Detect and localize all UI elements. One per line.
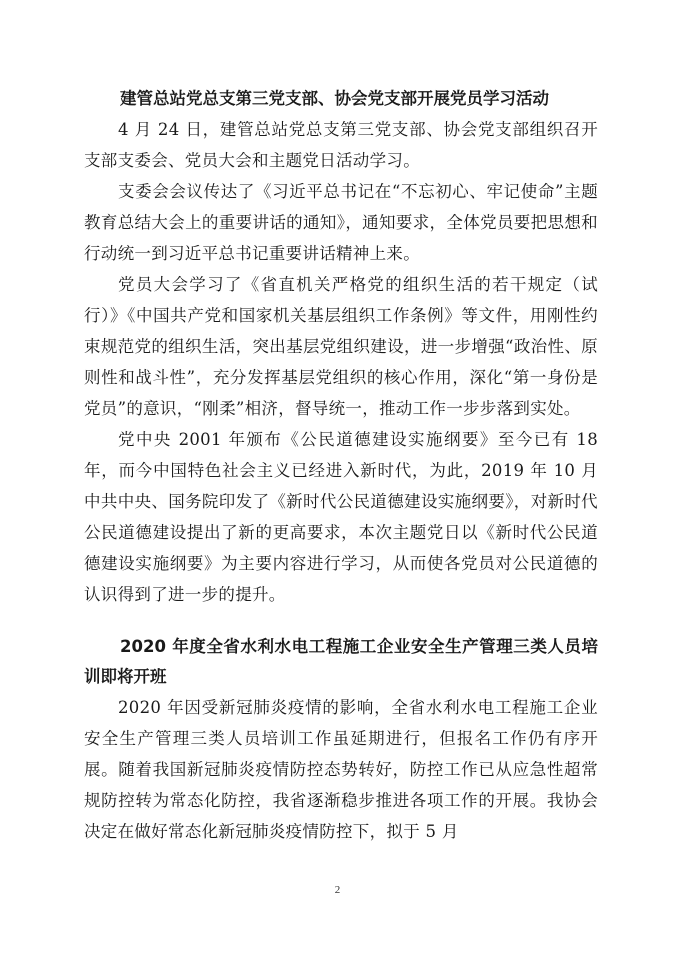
article-title: 2020 年度全省水利水电工程施工企业安全生产管理三类人员培训即将开班 xyxy=(84,637,598,686)
article-paragraph: 支委会会议传达了《习近平总书记在“不忘初心、牢记使命”主题教育总结大会上的重要讲话的通知》，通知要求，全体党员要把思想和行动统一到习近平总书记重要讲话精神上来。 xyxy=(84,182,598,263)
article-paragraph: 党员大会学习了《省直机关严格党的组织生活的若干规定（试行）》《中国共产党和国家机关基层组织工作条例》等文件，用刚性约束规范党的组织生活，突出基层党组织建设，进一步增强“政治性、原则性和战斗性”，充分发挥基层党组织的核心作用，深化“第一身份是党员”的意识，“刚柔”相济，督导统一，推动工作一步步落到实处。 xyxy=(84,275,598,418)
article-training-notice xyxy=(84,632,598,847)
article-paragraph: 2020 年因受新冠肺炎疫情的影响，全省水利水电工程施工企业安全生产管理三类人员培训工作虽延期进行，但报名工作仍有序开展。随着我国新冠肺炎疫情防控态势转好，防控工作已从应急性超常规防控转为常态化防控，我省逐渐稳步推进各项工作的开展。我协会决定在做好常态化新冠肺炎疫情防控下，拟于 5 月 xyxy=(84,698,598,841)
article-paragraph: 4 月 24 日，建管总站党总支第三党支部、协会党支部组织召开支部支委会、党员大会和主题党日活动学习。 xyxy=(84,120,598,170)
article-party-study xyxy=(84,84,598,610)
article-paragraph: 党中央 2001 年颁布《公民道德建设实施纲要》至今已有 18 年，而今中国特色社会主义已经进入新时代，为此，2019 年 10 月中共中央、国务院印发了《新时代公民道德建设实施纲要》，对新时代公民道德建设提出了新的更高要求，本次主题党日以《新时代公民道德建设实施纲要》为主要内容进行学习，从而使各党员对公民道德的认识得到了进一步的提升。 xyxy=(84,430,598,604)
article-title: 建管总站党总支第三党支部、协会党支部开展党员学习活动 xyxy=(120,89,549,108)
document-page xyxy=(84,84,598,847)
page-number: 2 xyxy=(334,884,341,896)
